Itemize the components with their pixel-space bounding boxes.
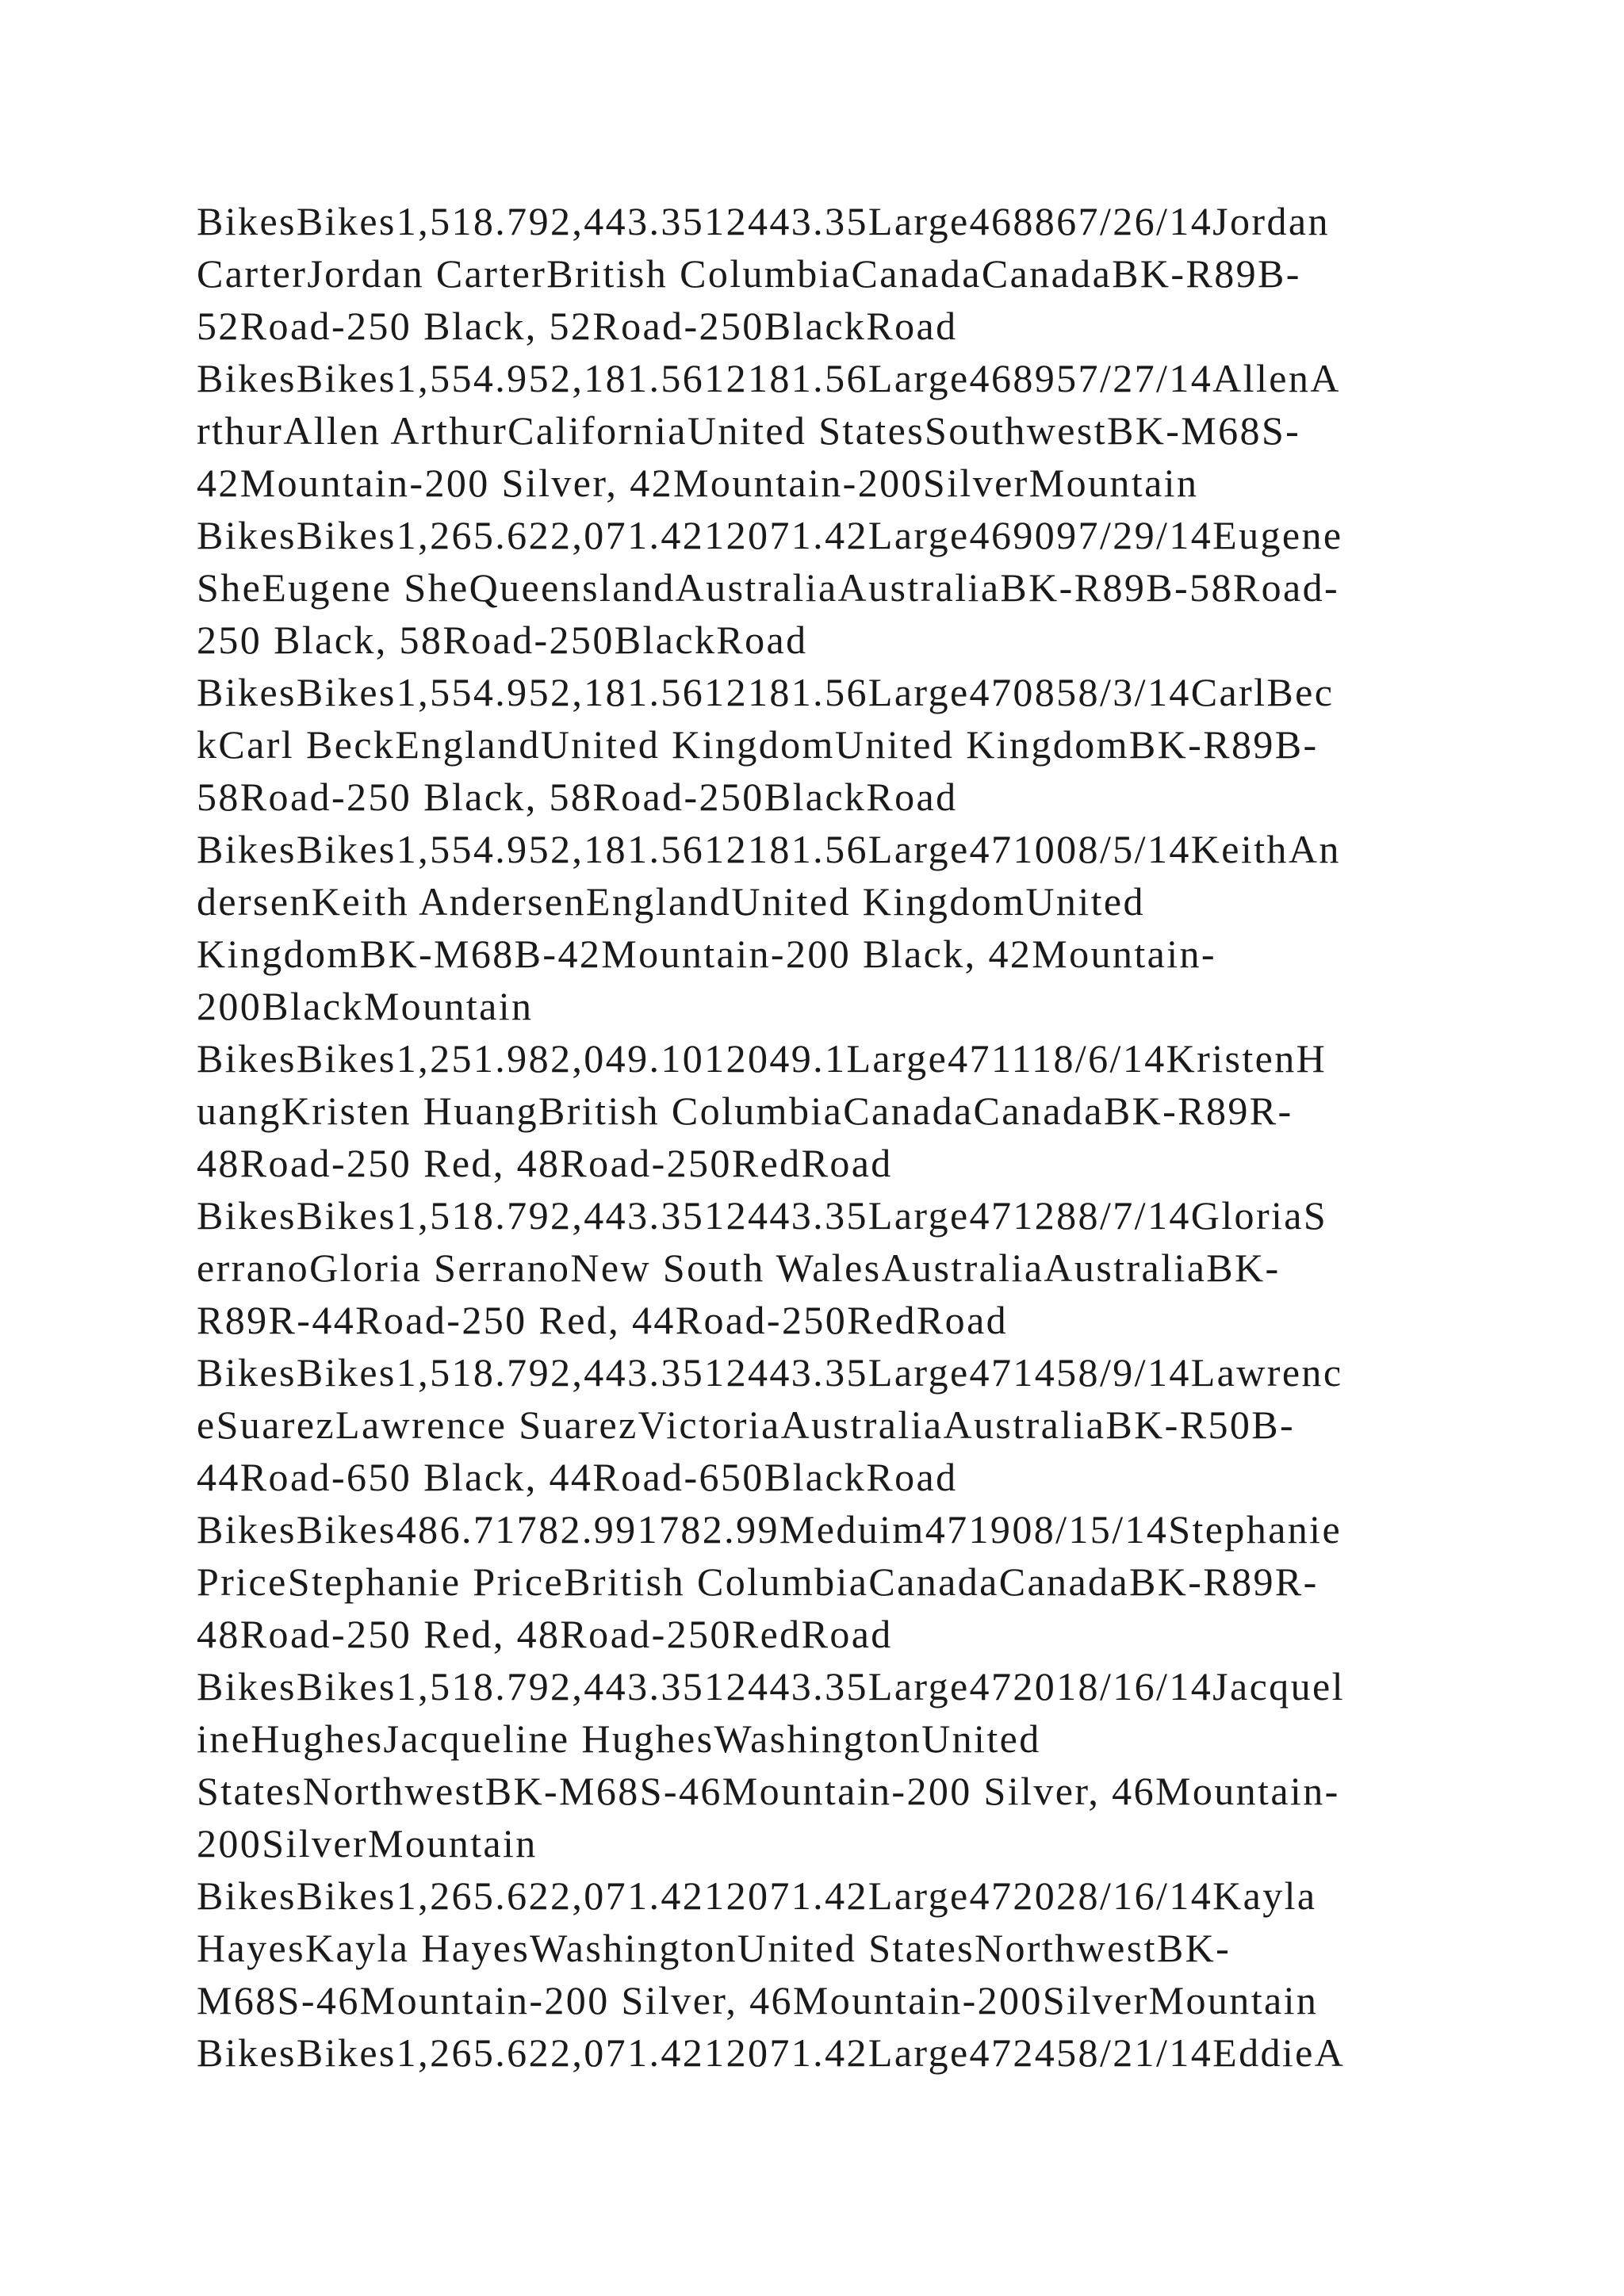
text-line: 48Road-250 Red, 48Road-250RedRoad: [197, 1141, 893, 1185]
text-line: erranoGloria SerranoNew South WalesAustraliaAustraliaBK-: [197, 1246, 1281, 1290]
text-line: 48Road-250 Red, 48Road-250RedRoad: [197, 1612, 893, 1656]
text-line: BikesBikes1,265.622,071.4212071.42Large472458/21/14EddieA: [197, 2030, 1346, 2075]
text-line: BikesBikes1,554.952,181.5612181.56Large470858/3/14CarlBec: [197, 670, 1335, 714]
text-line: 44Road-650 Black, 44Road-650BlackRoad: [197, 1455, 958, 1499]
text-line: M68S-46Mountain-200 Silver, 46Mountain-200SilverMountain: [197, 1978, 1319, 2022]
text-line: KingdomBK-M68B-42Mountain-200 Black, 42Mountain-: [197, 932, 1216, 976]
text-line: BikesBikes1,518.792,443.3512443.35Large471458/9/14Lawrenc: [197, 1350, 1343, 1395]
text-line: PriceStephanie PriceBritish ColumbiaCanadaCanadaBK-R89R-: [197, 1559, 1319, 1604]
text-line: BikesBikes1,518.792,443.3512443.35Large472018/16/14Jacquel: [197, 1664, 1345, 1709]
text-line: BikesBikes486.71782.991782.99Meduim471908/15/14Stephanie: [197, 1507, 1342, 1552]
text-line: CarterJordan CarterBritish ColumbiaCanadaCanadaBK-R89B-: [197, 251, 1301, 296]
text-line: eSuarezLawrence SuarezVictoriaAustraliaAustraliaBK-R50B-: [197, 1402, 1296, 1447]
text-line: BikesBikes1,265.622,071.4212071.42Large469097/29/14Eugene: [197, 513, 1343, 557]
text-line: 250 Black, 58Road-250BlackRoad: [197, 618, 808, 662]
text-line: BikesBikes1,518.792,443.3512443.35Large471288/7/14GloriaS: [197, 1193, 1328, 1238]
text-line: HayesKayla HayesWashingtonUnited StatesNorthwestBK-: [197, 1926, 1231, 1970]
text-line: BikesBikes1,554.952,181.5612181.56Large471008/5/14KeithAn: [197, 827, 1341, 871]
document-body-text: [197, 195, 1450, 2079]
text-line: 200SilverMountain: [197, 1821, 538, 1866]
text-line: rthurAllen ArthurCaliforniaUnited StatesSouthwestBK-M68S-: [197, 408, 1301, 453]
text-line: R89R-44Road-250 Red, 44Road-250RedRoad: [197, 1298, 1009, 1342]
text-line: BikesBikes1,265.622,071.4212071.42Large472028/16/14Kayla: [197, 1873, 1317, 1918]
text-line: StatesNorthwestBK-M68S-46Mountain-200 Silver, 46Mountain-: [197, 1769, 1340, 1813]
text-line: 42Mountain-200 Silver, 42Mountain-200SilverMountain: [197, 461, 1199, 505]
text-line: BikesBikes1,554.952,181.5612181.56Large468957/27/14AllenA: [197, 356, 1341, 400]
text-line: kCarl BeckEnglandUnited KingdomUnited KingdomBK-R89B-: [197, 722, 1319, 767]
text-line: dersenKeith AndersenEnglandUnited KingdomUnited: [197, 879, 1145, 924]
text-line: 52Road-250 Black, 52Road-250BlackRoad: [197, 304, 958, 348]
text-line: uangKristen HuangBritish ColumbiaCanadaCanadaBK-R89R-: [197, 1089, 1293, 1133]
text-line: 200BlackMountain: [197, 984, 534, 1028]
text-line: BikesBikes1,251.982,049.1012049.1Large471118/6/14KristenH: [197, 1036, 1327, 1081]
text-line: ineHughesJacqueline HughesWashingtonUnited: [197, 1716, 1041, 1761]
text-line: BikesBikes1,518.792,443.3512443.35Large468867/26/14Jordan: [197, 199, 1330, 243]
text-line: SheEugene SheQueenslandAustraliaAustraliaBK-R89B-58Road-: [197, 565, 1340, 610]
text-line: 58Road-250 Black, 58Road-250BlackRoad: [197, 775, 958, 819]
